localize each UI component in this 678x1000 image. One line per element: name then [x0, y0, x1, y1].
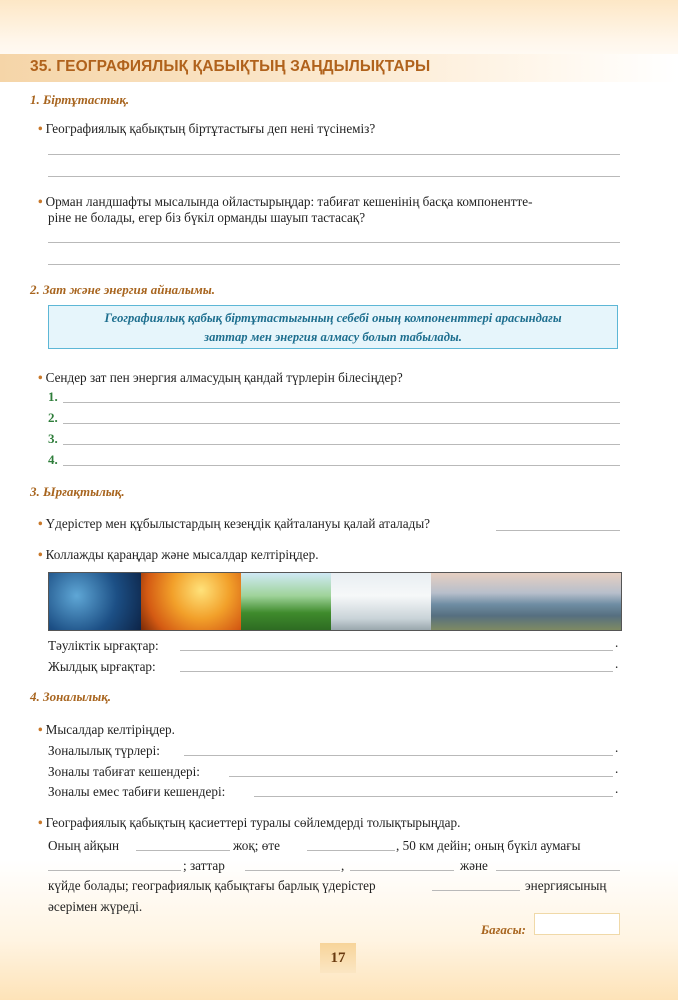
- answer-line[interactable]: [63, 402, 620, 403]
- list-number: 1.: [48, 389, 58, 404]
- bullet: •: [38, 516, 43, 531]
- seashore-image: [431, 573, 621, 630]
- answer-line[interactable]: [180, 671, 613, 672]
- answer-line[interactable]: [63, 465, 620, 466]
- azonal-complexes-label: Зоналы емес табиғи кешендері:: [48, 784, 226, 799]
- answer-line[interactable]: [229, 776, 613, 777]
- sentence-part: ; заттар: [183, 858, 225, 873]
- bullet: •: [38, 194, 43, 209]
- question-text: Үдерістер мен құбылыстардың кезеңдік қайталануы қалай аталады?: [45, 516, 431, 531]
- answer-line[interactable]: [496, 530, 620, 531]
- daily-rhythm-label: Тәуліктік ырғақтар:: [48, 638, 159, 653]
- bullet: •: [38, 547, 43, 562]
- question-1-2-cont: ріне не болады, егер біз бүкіл орманды шауып тастасақ?: [48, 210, 366, 225]
- bullet: •: [38, 121, 43, 136]
- question-4-2: [38, 812, 460, 834]
- grade-label: Бағасы:: [480, 922, 526, 937]
- question-text: Географиялық қабықтың біртұтастығы деп нені түсінеміз?: [45, 121, 376, 136]
- question-2-1: [38, 367, 403, 389]
- period: .: [615, 656, 619, 671]
- sentence-part: жоқ; өте: [233, 838, 280, 853]
- question-3-2: [38, 544, 319, 566]
- rhythm-collage: [48, 572, 622, 631]
- page-title: 35. ГЕОГРАФИЯЛЫҚ ҚАБЫҚТЫҢ ЗАҢДЫЛЫҚТАРЫ: [30, 58, 431, 75]
- period: .: [615, 635, 619, 650]
- period: .: [615, 781, 619, 796]
- question-1-1: [38, 118, 375, 140]
- sentence-part: әсерімен жүреді.: [48, 899, 143, 914]
- fill-blank[interactable]: [307, 850, 395, 851]
- answer-line[interactable]: [48, 154, 620, 155]
- list-number: 2.: [48, 410, 58, 425]
- answer-line[interactable]: [48, 242, 620, 243]
- answer-line[interactable]: [63, 423, 620, 424]
- question-4-1: [38, 719, 175, 741]
- zonality-types-label: Зоналылық түрлері:: [48, 743, 160, 758]
- list-number: 4.: [48, 452, 58, 467]
- winter-tree-image: [331, 573, 431, 630]
- question-text: Географиялық қабықтың қасиеттері туралы сөйлемдерді толықтырыңдар.: [45, 815, 461, 830]
- question-text: Мысалдар келтіріңдер.: [45, 722, 175, 737]
- page-number: 17: [320, 943, 356, 973]
- sentence-part: күйде болады; географиялық қабықтағы барлық үдерістер: [48, 878, 376, 893]
- section-heading-3: 3. Ырғақтылық.: [30, 484, 125, 499]
- question-3-1: [38, 513, 430, 535]
- info-text: Географиялық қабық біртұтастығының себебі оның компоненттері арасындағы: [104, 311, 562, 325]
- period: .: [615, 740, 619, 755]
- answer-line[interactable]: [254, 796, 613, 797]
- yearly-rhythm-label: Жылдық ырғақтар:: [48, 659, 156, 674]
- zonal-complexes-label: Зоналы табиғат кешендері:: [48, 764, 200, 779]
- info-text: заттар мен энергия алмасу болып табылады.: [204, 330, 462, 344]
- info-box: [48, 305, 618, 349]
- question-text: Сендер зат пен энергия алмасудың қандай түрлерін білесіңдер?: [45, 370, 403, 385]
- fill-blank[interactable]: [432, 890, 520, 891]
- sentence-part: Оның айқын: [48, 838, 120, 853]
- answer-line[interactable]: [180, 650, 613, 651]
- list-number: 3.: [48, 431, 58, 446]
- question-text: Коллажды қараңдар және мысалдар келтіріңдер.: [45, 547, 319, 562]
- summer-tree-image: [241, 573, 331, 630]
- bullet: •: [38, 815, 43, 830]
- night-sky-image: [49, 573, 141, 630]
- autumn-tree-image: [141, 573, 241, 630]
- bullet: •: [38, 370, 43, 385]
- answer-line[interactable]: [48, 176, 620, 177]
- period: .: [615, 761, 619, 776]
- fill-blank[interactable]: [350, 870, 454, 871]
- fill-blank[interactable]: [136, 850, 230, 851]
- answer-line[interactable]: [184, 755, 613, 756]
- section-heading-2: 2. Зат және энергия айналымы.: [30, 282, 216, 297]
- sentence-part: ,: [341, 858, 345, 873]
- answer-line[interactable]: [48, 264, 620, 265]
- sentence-part: , 50 км дейін; оның бүкіл аумағы: [396, 838, 581, 853]
- section-heading-1: 1. Біртұтастық.: [30, 92, 130, 107]
- sentence-part: энергиясының: [525, 878, 607, 893]
- fill-blank[interactable]: [48, 870, 181, 871]
- bullet: •: [38, 722, 43, 737]
- question-text: Орман ландшафты мысалында ойластырыңдар: табиғат кешенінің басқа компонентте-: [45, 194, 533, 209]
- grade-input-box[interactable]: [534, 913, 620, 935]
- sentence-part: және: [460, 858, 488, 873]
- section-heading-4: 4. Зоналылық.: [30, 689, 112, 704]
- fill-blank[interactable]: [496, 870, 620, 871]
- fill-blank[interactable]: [245, 870, 340, 871]
- answer-line[interactable]: [63, 444, 620, 445]
